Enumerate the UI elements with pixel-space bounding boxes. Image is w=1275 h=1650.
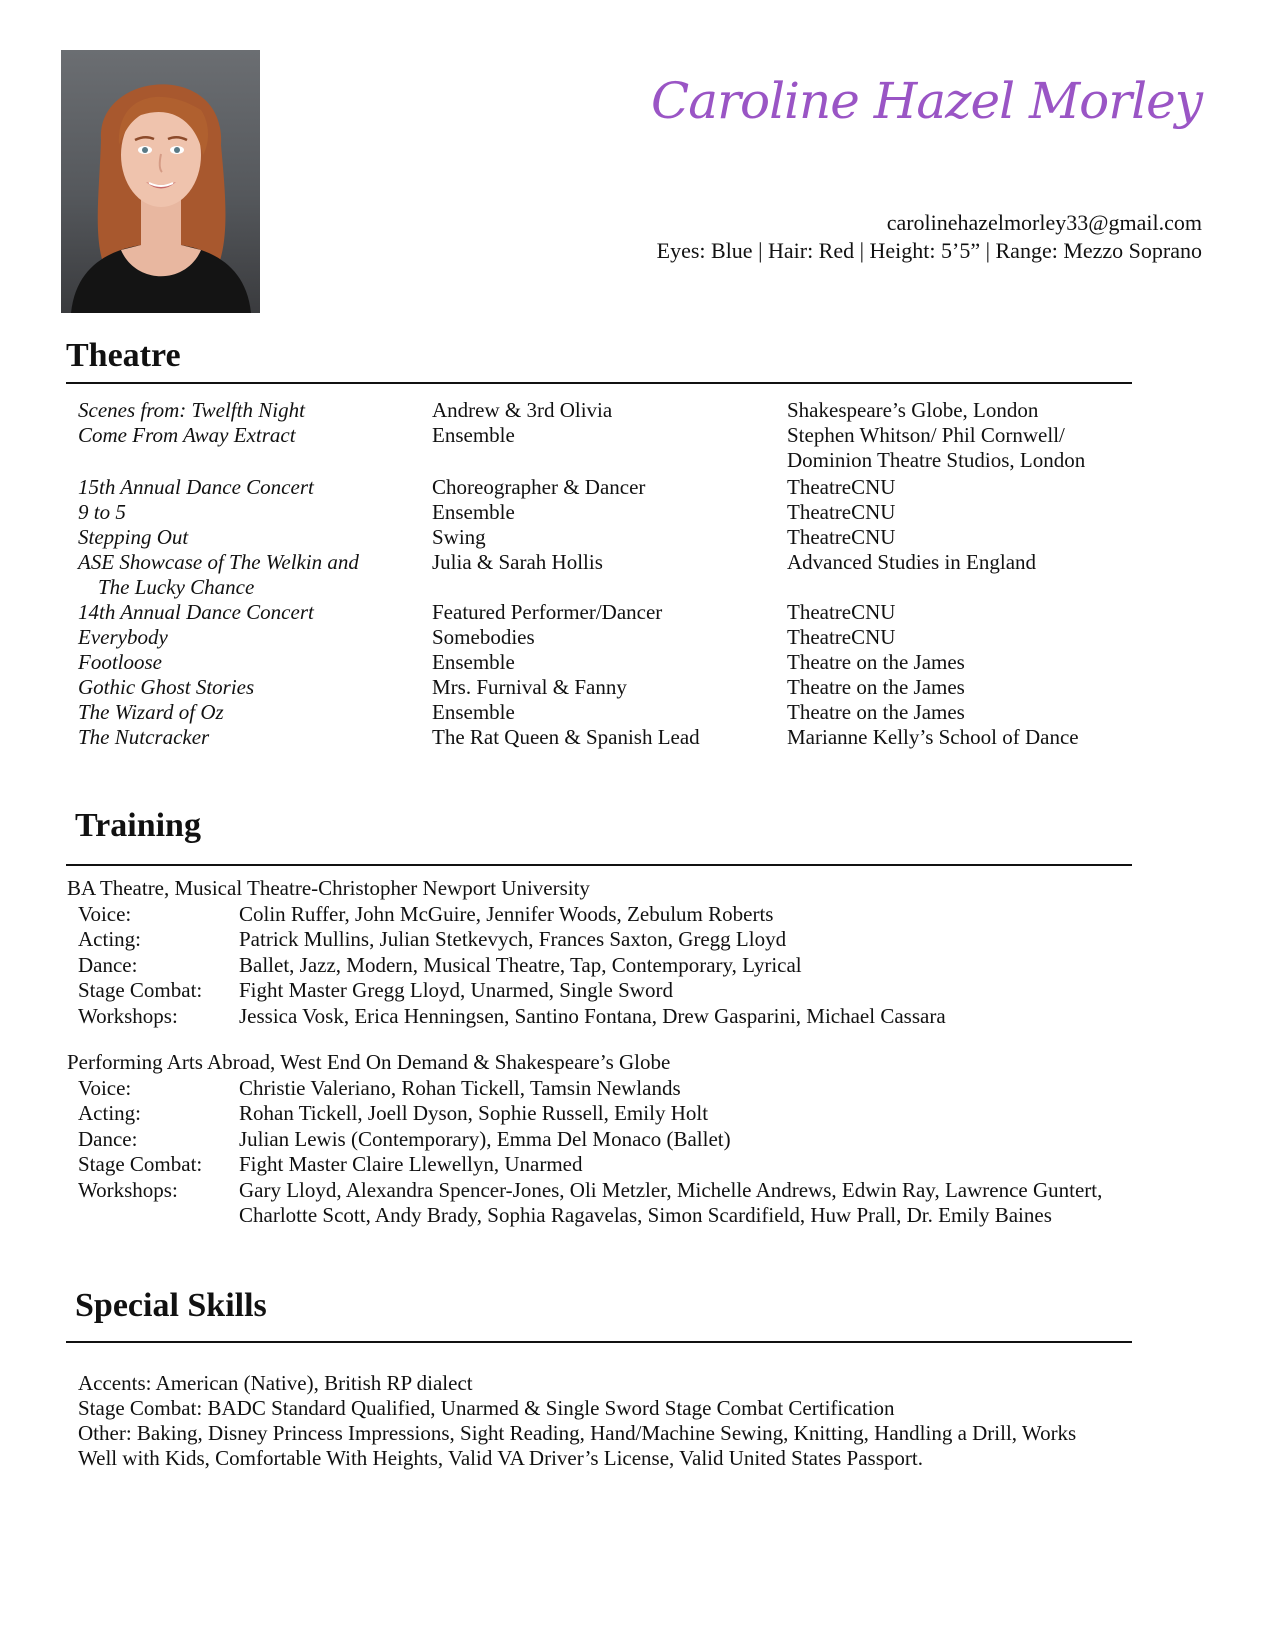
venue-name: Theatre on the James xyxy=(787,700,965,724)
show-title: The Nutcracker xyxy=(78,725,210,749)
venue-name: TheatreCNU xyxy=(787,600,896,624)
training-instructors: Julian Lewis (Contemporary), Emma Del Monaco (Ballet) xyxy=(239,1126,731,1151)
role-name: Andrew & 3rd Olivia xyxy=(432,398,613,422)
show-title: ASE Showcase of The Welkin and xyxy=(78,550,359,574)
training-instructors: Gary Lloyd, Alexandra Spencer-Jones, Oli Metzler, Michelle Andrews, Edwin Ray, Lawrence Guntert, xyxy=(239,1177,1103,1202)
role-name: Mrs. Furnival & Fanny xyxy=(432,675,627,699)
role-name: Ensemble xyxy=(432,500,515,524)
venue-name: Shakespeare’s Globe, London xyxy=(787,398,1039,422)
venue-name: TheatreCNU xyxy=(787,525,896,549)
training-block-abroad xyxy=(67,1050,1102,1229)
show-title: 14th Annual Dance Concert xyxy=(78,600,314,624)
training-instructors: Colin Ruffer, John McGuire, Jennifer Woods, Zebulum Roberts xyxy=(239,901,774,926)
role-name: Ensemble xyxy=(432,423,515,447)
training-row xyxy=(67,1178,1102,1229)
training-instructors: Christie Valeriano, Rohan Tickell, Tamsin Newlands xyxy=(239,1075,681,1100)
role-name: Ensemble xyxy=(432,650,515,674)
role-name: Choreographer & Dancer xyxy=(432,475,646,499)
physical-stats: Eyes: Blue | Hair: Red | Height: 5’5” | Range: Mezzo Soprano xyxy=(656,238,1202,263)
role-name: Swing xyxy=(432,525,486,549)
training-category-label: Stage Combat: xyxy=(78,1152,203,1176)
training-block-university xyxy=(67,876,946,1029)
training-category-label: Voice: xyxy=(78,901,132,926)
skill-line: Well with Kids, Comfortable With Heights, Valid VA Driver’s License, Valid United States Passport. xyxy=(78,1446,923,1470)
theatre-divider xyxy=(66,382,1132,384)
show-title: Stepping Out xyxy=(78,525,189,549)
training-row xyxy=(67,953,946,979)
venue-name: Advanced Studies in England xyxy=(787,550,1037,574)
training-instructors: Fight Master Claire Llewellyn, Unarmed xyxy=(239,1152,583,1176)
show-title: The Wizard of Oz xyxy=(78,700,224,724)
headshot-illustration xyxy=(61,50,260,313)
training-section-title: Training xyxy=(75,807,201,844)
skill-line: Other: Baking, Disney Princess Impressions, Sight Reading, Hand/Machine Sewing, Knitting, Handling a Drill, Works xyxy=(78,1421,1077,1445)
training-instructors: Jessica Vosk, Erica Henningsen, Santino Fontana, Drew Gasparini, Michael Cassara xyxy=(239,1003,946,1028)
training-row xyxy=(67,1076,1102,1102)
role-name: The Rat Queen & Spanish Lead xyxy=(432,725,700,749)
training-instructors: Rohan Tickell, Joell Dyson, Sophie Russell, Emily Holt xyxy=(239,1101,709,1125)
venue-name: TheatreCNU xyxy=(787,500,896,524)
training-category-label: Acting: xyxy=(78,1101,141,1125)
training-category-label: Voice: xyxy=(78,1075,132,1100)
training-row xyxy=(67,978,946,1004)
training-instructors: Fight Master Gregg Lloyd, Unarmed, Single Sword xyxy=(239,978,673,1002)
skill-line: Accents: American (Native), British RP dialect xyxy=(78,1371,473,1395)
contact-info xyxy=(657,209,1202,265)
venue-name: Theatre on the James xyxy=(787,650,965,674)
venue-name: Stephen Whitson/ Phil Cornwell/ xyxy=(787,423,1065,447)
venue-name: Theatre on the James xyxy=(787,675,965,699)
email-address[interactable]: carolinehazelmorley33@gmail.com xyxy=(886,210,1202,235)
training-instructors-continued: Charlotte Scott, Andy Brady, Sophia Ragavelas, Simon Scardifield, Huw Prall, Dr. Emily Baines xyxy=(239,1203,1052,1227)
training-row xyxy=(67,927,946,953)
show-title: Come From Away Extract xyxy=(78,423,296,447)
training-category-label: Acting: xyxy=(78,927,141,951)
training-program-heading: Performing Arts Abroad, West End On Demand & Shakespeare’s Globe xyxy=(67,1050,671,1074)
training-instructors: Patrick Mullins, Julian Stetkevych, Frances Saxton, Gregg Lloyd xyxy=(239,927,787,951)
show-title: 9 to 5 xyxy=(78,500,126,524)
show-title: Scenes from: Twelfth Night xyxy=(78,398,305,422)
show-title: Footloose xyxy=(78,650,162,674)
skills-divider xyxy=(66,1341,1132,1343)
role-name: Somebodies xyxy=(432,625,535,649)
theatre-section-title: Theatre xyxy=(66,337,181,374)
venue-name: TheatreCNU xyxy=(787,475,896,499)
training-row xyxy=(67,1152,1102,1178)
headshot-photo xyxy=(61,50,260,313)
training-category-label: Workshops: xyxy=(78,1177,178,1202)
training-row xyxy=(67,1004,946,1030)
skill-line: Stage Combat: BADC Standard Qualified, Unarmed & Single Sword Stage Combat Certification xyxy=(78,1396,895,1420)
skills-section-title: Special Skills xyxy=(75,1287,267,1324)
venue-name: Marianne Kelly’s School of Dance xyxy=(787,725,1079,749)
training-row xyxy=(67,1101,1102,1127)
show-title: The Lucky Chance xyxy=(98,575,255,599)
training-category-label: Dance: xyxy=(78,1126,138,1151)
show-title: 15th Annual Dance Concert xyxy=(78,475,314,499)
training-program-heading: BA Theatre, Musical Theatre-Christopher Newport University xyxy=(67,876,590,900)
role-name: Julia & Sarah Hollis xyxy=(432,550,603,574)
training-category-label: Dance: xyxy=(78,952,138,977)
show-title: Gothic Ghost Stories xyxy=(78,675,255,699)
training-instructors: Ballet, Jazz, Modern, Musical Theatre, Tap, Contemporary, Lyrical xyxy=(239,952,802,977)
training-category-label: Workshops: xyxy=(78,1003,178,1028)
venue-name: TheatreCNU xyxy=(787,625,896,649)
training-divider xyxy=(66,864,1132,866)
show-title: Everybody xyxy=(78,625,168,649)
applicant-name: Caroline Hazel Morley xyxy=(651,72,1202,130)
role-name: Featured Performer/Dancer xyxy=(432,600,663,624)
training-row xyxy=(67,1127,1102,1153)
special-skills-list xyxy=(78,1371,1076,1471)
venue-name: Dominion Theatre Studios, London xyxy=(787,448,1086,472)
role-name: Ensemble xyxy=(432,700,515,724)
training-category-label: Stage Combat: xyxy=(78,978,203,1002)
training-row xyxy=(67,902,946,928)
